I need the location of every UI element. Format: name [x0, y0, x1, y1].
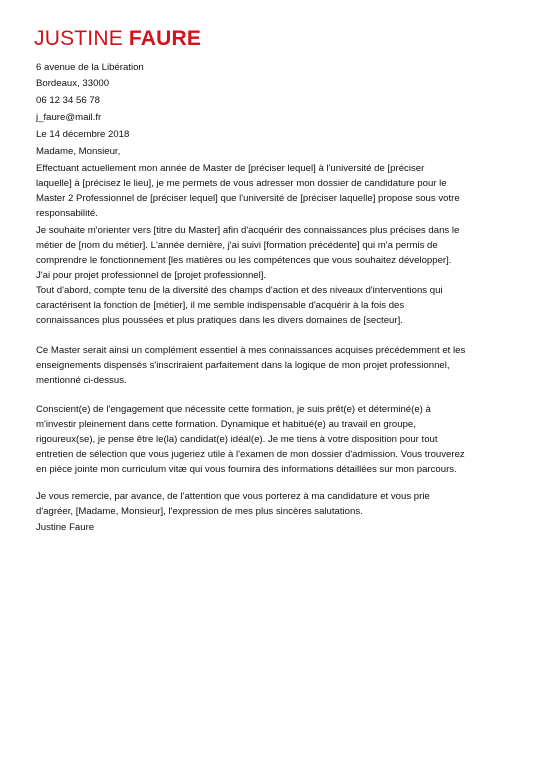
contact-phone: 06 12 34 56 78: [36, 95, 101, 106]
paragraph-line: métier de [nom du métier]. L'année dernière, j'ai suivi [formation précédente] qui m'a permis de: [36, 240, 438, 251]
first-name: JUSTINE: [34, 27, 123, 50]
signature: Justine Faure: [36, 522, 95, 533]
paragraph-line: rigoureux(se), je pense être le(la) candidat(e) idéal(e). Je me tiens à votre disposition pour tout: [36, 434, 438, 445]
paragraph-line: J'ai pour projet professionnel de [projet professionnel].: [36, 270, 267, 281]
contact-city: Bordeaux, 33000: [36, 78, 110, 89]
paragraph-line: comprendre le fonctionnement [les matières ou les compétences que vous souhaitez développer].: [36, 255, 452, 266]
paragraph-line: connaissances plus poussées et plus pratiques dans les divers domaines de [secteur].: [36, 315, 403, 326]
paragraph-motivation: [36, 283, 508, 328]
paragraph-complement: [36, 343, 508, 388]
paragraph-line: Ce Master serait ainsi un complément essentiel à mes connaissances acquises précédemment et les: [36, 345, 466, 356]
paragraph-engagement: [36, 402, 508, 477]
contact-email: j_faure@mail.fr: [36, 112, 102, 123]
letter-salutation: Madame, Monsieur,: [36, 146, 121, 157]
letter-date: Le 14 décembre 2018: [36, 129, 130, 140]
paragraph-line: laquelle] à [précisez le lieu], je me permets de vous adresser mon dossier de candidature pour le: [36, 178, 447, 189]
paragraph-line: enseignements dispensés s'inscriraient parfaitement dans la logique de mon projet professionnel,: [36, 360, 450, 371]
paragraph-line: caractérisent la fonction de [métier], il me semble indispensable d'acquérir à la fois des: [36, 300, 405, 311]
paragraph-line: Je souhaite m'orienter vers [titre du Master] afin d'acquérir des connaissances plus précises dans le: [36, 225, 460, 236]
paragraph-line: d'agréer, [Madame, Monsieur], l'expression de mes plus sincères salutations.: [36, 506, 363, 517]
paragraph-line: responsabilité.: [36, 208, 98, 219]
contact-address: 6 avenue de la Libération: [36, 62, 144, 73]
paragraph-line: Tout d'abord, compte tenu de la diversité des champs d'action et des niveaux d'interventions qui: [36, 285, 443, 296]
applicant-name-heading: [34, 27, 201, 51]
paragraph-line: Conscient(e) de l'engagement que nécessite cette formation, je suis prêt(e) et déterminé(e) à: [36, 404, 431, 415]
paragraph-intro: [36, 161, 508, 221]
paragraph-line: en pièce jointe mon curriculum vitæ qui vous fournira des informations détaillées sur mon parcours.: [36, 464, 457, 475]
last-name: FAURE: [128, 27, 202, 50]
paragraph-line: Master 2 Professionnel de [préciser lequel] que l'université de [préciser laquelle] propose sous votre: [36, 193, 460, 204]
paragraph-line: entretien de sélection que vous jugeriez utile à l'examen de mon dossier d'admission. Vous trouverez: [36, 449, 465, 460]
paragraph-line: Effectuant actuellement mon année de Master de [préciser lequel] à l'université de [préciser: [36, 163, 425, 174]
paragraph-line: mentionné ci-dessus.: [36, 375, 127, 386]
paragraph-line: Je vous remercie, par avance, de l'attention que vous porterez à ma candidature et vous prie: [36, 491, 430, 502]
paragraph-orientation: [36, 223, 508, 283]
paragraph-line: m'investir pleinement dans cette formation. Dynamique et habitué(e) au travail en groupe,: [36, 419, 416, 430]
paragraph-closing: [36, 489, 508, 519]
